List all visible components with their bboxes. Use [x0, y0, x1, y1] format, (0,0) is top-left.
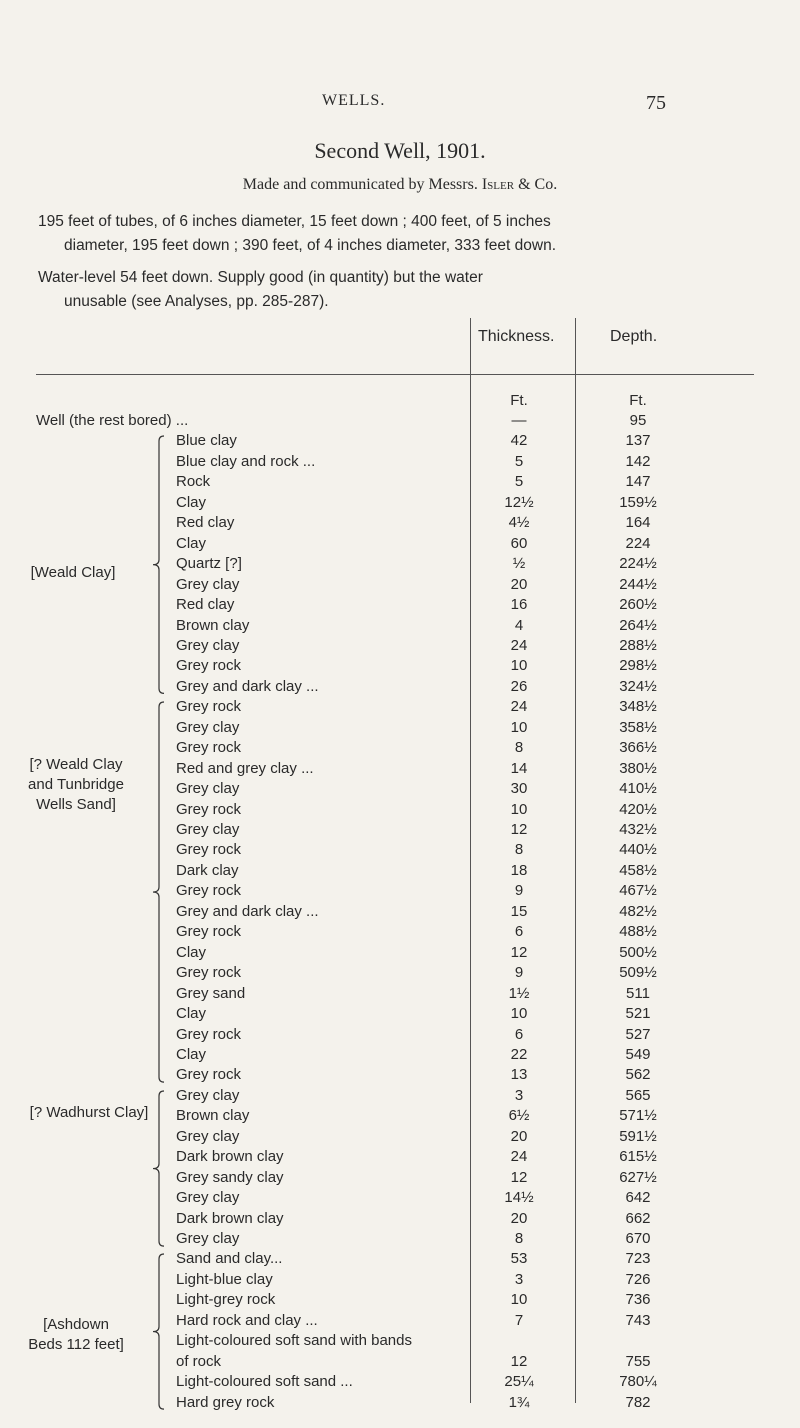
row-depth: 159½	[619, 493, 657, 511]
row-description: Grey rock	[176, 964, 242, 982]
row-description: Grey rock	[176, 739, 242, 757]
row-thickness: 12	[510, 821, 528, 838]
table-row	[0, 1250, 800, 1270]
row-thickness: 3	[514, 1086, 524, 1104]
table-row	[0, 432, 800, 452]
row-thickness: 14½	[504, 1189, 534, 1207]
row-description: Light-blue clay	[176, 1270, 273, 1288]
row-thickness: 6½	[508, 1107, 530, 1125]
row-thickness: 10	[510, 800, 528, 818]
row-depth: 521	[625, 1005, 651, 1023]
table-row	[0, 1394, 800, 1414]
row-depth: 410½	[619, 780, 657, 798]
row-thickness: 8	[514, 1230, 524, 1247]
row-depth: 164	[625, 514, 651, 532]
row-thickness: 42	[510, 432, 528, 450]
row-depth: 324½	[619, 677, 657, 695]
table-row	[0, 1291, 800, 1311]
row-description: Grey and dark clay ...	[176, 902, 319, 920]
row-depth: 458½	[619, 861, 657, 879]
row-depth: 244½	[619, 575, 657, 593]
table-row	[0, 882, 800, 902]
row-depth: 137	[625, 432, 651, 450]
table-row	[0, 1148, 800, 1168]
thickness-column-header: Thickness.	[478, 328, 555, 345]
brace-path	[153, 1091, 164, 1246]
row-depth: 565	[625, 1086, 651, 1104]
row-description: of rock	[176, 1352, 222, 1370]
row-depth: 726	[625, 1270, 651, 1288]
row-depth: 224	[625, 534, 651, 552]
row-depth: 662	[625, 1209, 651, 1227]
page-number: 75	[646, 92, 666, 114]
group-brace	[150, 435, 166, 694]
row-thickness: 12	[510, 1352, 528, 1370]
row-description: Red clay	[176, 596, 235, 614]
brace-path	[153, 436, 164, 693]
row-description: Clay	[176, 1045, 207, 1063]
row-thickness: 13	[510, 1066, 528, 1084]
row-thickness: 8	[514, 739, 524, 757]
table-row	[0, 1230, 800, 1250]
row-description: Well (the rest bored) ...	[36, 412, 189, 429]
table-row	[0, 903, 800, 923]
row-thickness: 60	[510, 534, 528, 552]
tubes-line-1: 195 feet of tubes, of 6 inches diameter, 15 feet down ; 400 feet, of 5 inches	[38, 213, 551, 230]
row-description: Grey clay	[176, 1230, 240, 1247]
row-depth: 670	[625, 1230, 651, 1247]
group-brace	[150, 701, 166, 1083]
row-description: Dark clay	[176, 861, 239, 879]
row-description: Clay	[176, 1005, 207, 1023]
row-thickness: 6	[514, 1025, 524, 1043]
row-thickness: 6	[514, 923, 524, 941]
subtitle-firm: Isler	[481, 176, 515, 193]
subtitle	[0, 176, 800, 194]
row-thickness: 3	[514, 1270, 524, 1288]
brace-path	[153, 1254, 164, 1409]
table-row	[0, 1046, 800, 1066]
row-depth: 95	[629, 412, 647, 429]
table-row	[0, 841, 800, 861]
row-depth: 224½	[619, 555, 657, 573]
row-description: Grey rock	[176, 1025, 242, 1043]
row-depth: 736	[625, 1291, 651, 1309]
row-thickness: 25¼	[504, 1373, 534, 1391]
row-description: Grey clay	[176, 1127, 240, 1145]
row-thickness: 20	[510, 1209, 528, 1227]
row-depth: 366½	[619, 739, 657, 757]
row-description: Grey rock	[176, 1066, 242, 1084]
row-depth: 782	[625, 1393, 651, 1411]
row-depth: 527	[625, 1025, 651, 1043]
row-thickness: 12	[510, 1168, 528, 1186]
row-description: Brown clay	[176, 1107, 250, 1125]
table-row	[0, 1373, 800, 1393]
row-description: Grey clay	[176, 636, 240, 654]
depth-column-header: Depth.	[610, 328, 658, 345]
row-depth: 571½	[619, 1107, 657, 1125]
tubes-line-2: diameter, 195 feet down ; 390 feet, of 4 inches diameter, 333 feet down.	[64, 237, 557, 254]
subtitle-prefix: Made and communicated by Messrs.	[242, 176, 482, 193]
row-description: Brown clay	[176, 616, 250, 634]
row-description: Sand and clay...	[176, 1250, 283, 1268]
row-depth: 147	[625, 473, 651, 491]
row-description: Light-coloured soft sand with bands	[176, 1332, 412, 1350]
row-depth: 432½	[619, 821, 657, 838]
group-brace	[150, 1253, 166, 1410]
row-thickness: 20	[510, 1127, 528, 1145]
row-thickness: 8	[514, 841, 524, 859]
row-depth: 615½	[619, 1148, 657, 1166]
row-thickness: 20	[510, 575, 528, 593]
table-row	[0, 719, 800, 739]
row-description: Hard grey rock	[176, 1393, 275, 1411]
row-description: Grey clay	[176, 718, 240, 736]
row-thickness: 16	[510, 596, 528, 614]
row-thickness: 24	[510, 1148, 528, 1166]
brace-path	[153, 702, 164, 1082]
row-depth: 264½	[619, 616, 657, 634]
row-depth: 500½	[619, 943, 657, 961]
row-thickness: 5	[514, 473, 524, 491]
row-depth: 298½	[619, 657, 657, 675]
row-description: Grey sand	[176, 984, 246, 1002]
water-line-2: unusable (see Analyses, pp. 285-287).	[64, 293, 329, 310]
row-depth: 482½	[619, 902, 657, 920]
row-description: Hard rock and clay ...	[176, 1311, 318, 1329]
row-thickness: 9	[514, 882, 524, 900]
row-thickness: 9	[514, 964, 524, 982]
row-description: Blue clay	[176, 432, 237, 450]
running-header-title: WELLS.	[322, 92, 386, 109]
row-description: Clay	[176, 943, 207, 961]
row-description: Grey and dark clay ...	[176, 677, 319, 695]
row-depth: 509½	[619, 964, 657, 982]
row-thickness: —	[511, 412, 527, 429]
table-row	[0, 862, 800, 882]
row-description: Grey clay	[176, 575, 240, 593]
row-description: Grey sandy clay	[176, 1168, 284, 1186]
table-row	[0, 657, 800, 677]
row-description: Clay	[176, 493, 207, 511]
row-thickness: 4	[514, 616, 524, 634]
table-row	[0, 923, 800, 943]
row-depth: 348½	[619, 698, 657, 716]
row-depth: 549	[625, 1045, 651, 1063]
table-row	[0, 1066, 800, 1086]
row-thickness: 15	[510, 902, 528, 920]
row-description: Grey clay	[176, 780, 240, 798]
row-depth: 467½	[619, 882, 657, 900]
row-thickness: 1¾	[508, 1393, 530, 1411]
row-thickness: 18	[510, 861, 528, 879]
table-row	[0, 535, 800, 555]
row-description: Grey rock	[176, 698, 242, 716]
row-thickness: 22	[510, 1045, 528, 1063]
row-depth: 260½	[619, 596, 657, 614]
tubes-paragraph	[38, 210, 788, 258]
table-row	[0, 494, 800, 514]
row-depth: 642	[625, 1189, 651, 1207]
row-thickness: 26	[510, 677, 528, 695]
row-thickness: 53	[510, 1250, 528, 1268]
table-row	[0, 453, 800, 473]
row-description: Light-grey rock	[176, 1291, 276, 1309]
row-thickness: 24	[510, 698, 528, 716]
table-row	[0, 1026, 800, 1046]
row-depth: 591½	[619, 1127, 657, 1145]
row-description: Grey clay	[176, 821, 240, 838]
row-description: Grey clay	[176, 1189, 240, 1207]
units-row	[0, 392, 800, 412]
table-row	[0, 698, 800, 718]
table-row	[0, 1210, 800, 1230]
row-description: Blue clay and rock ...	[176, 452, 316, 470]
table-row	[0, 678, 800, 698]
table-row	[0, 964, 800, 984]
row-depth: 627½	[619, 1168, 657, 1186]
row-thickness: 12	[510, 943, 528, 961]
table-row	[0, 1189, 800, 1209]
row-depth: 755	[625, 1352, 651, 1370]
group-label-weald-clay: [Weald Clay]	[30, 564, 116, 581]
table-row	[0, 596, 800, 616]
row-thickness: 5	[514, 452, 524, 470]
row-thickness: 12½	[504, 493, 534, 511]
row-description: Grey rock	[176, 800, 242, 818]
row-thickness: 24	[510, 636, 528, 654]
row-depth: 358½	[619, 718, 657, 736]
row-depth: 723	[625, 1250, 651, 1268]
row-description: Grey rock	[176, 657, 242, 675]
thickness-unit: Ft.	[510, 392, 528, 409]
table-row	[0, 821, 800, 841]
row-depth: 380½	[619, 759, 657, 777]
row-thickness: 10	[510, 1005, 528, 1023]
group-label-wadhurst-clay: [? Wadhurst Clay]	[29, 1104, 149, 1121]
table-row	[0, 637, 800, 657]
table-row	[0, 617, 800, 637]
row-thickness: 10	[510, 1291, 528, 1309]
table-row	[0, 1128, 800, 1148]
row-description: Grey clay	[176, 1086, 240, 1104]
row-thickness: 4½	[508, 514, 530, 532]
group-brace	[150, 1090, 166, 1247]
row-description: Dark brown clay	[176, 1209, 284, 1227]
row-depth: 743	[625, 1311, 651, 1329]
row-depth: 288½	[619, 636, 657, 654]
depth-unit: Ft.	[629, 392, 647, 409]
table-row	[0, 944, 800, 964]
row-description: Grey rock	[176, 923, 242, 941]
row-description: Light-coloured soft sand ...	[176, 1373, 353, 1391]
row-thickness: 10	[510, 718, 528, 736]
table-row	[0, 985, 800, 1005]
table-row	[0, 412, 800, 432]
row-depth: 440½	[619, 841, 657, 859]
row-description: Red and grey clay ...	[176, 759, 314, 777]
row-description: Quartz [?]	[176, 555, 242, 573]
row-thickness: 7	[514, 1311, 524, 1329]
row-description: Rock	[176, 473, 211, 491]
row-thickness: 1½	[508, 984, 530, 1002]
group-label-weald-tunbridge: [? Weald Clay and Tunbridge Wells Sand]	[28, 756, 124, 813]
row-description: Dark brown clay	[176, 1148, 284, 1166]
table-row	[0, 1169, 800, 1189]
row-description: Clay	[176, 534, 207, 552]
group-label-ashdown-beds: [Ashdown Beds 112 feet]	[28, 1316, 124, 1353]
header-rule	[36, 374, 754, 375]
row-thickness: ½	[512, 555, 526, 573]
page-title: Second Well, 1901.	[314, 138, 486, 163]
table-row	[0, 514, 800, 534]
row-description: Grey rock	[176, 882, 242, 900]
table-row	[0, 473, 800, 493]
row-depth: 562	[625, 1066, 651, 1084]
row-depth: 142	[625, 452, 651, 470]
water-line-1: Water-level 54 feet down. Supply good (in quantity) but the water	[38, 269, 483, 286]
table-row	[0, 1353, 800, 1373]
row-depth: 780¼	[619, 1373, 657, 1391]
row-depth: 420½	[619, 800, 657, 818]
row-depth: 511	[626, 984, 650, 1002]
subtitle-suffix: & Co.	[514, 176, 558, 193]
row-depth: 488½	[619, 923, 657, 941]
row-thickness: 10	[510, 657, 528, 675]
water-level-paragraph	[38, 266, 788, 314]
table-row	[0, 1271, 800, 1291]
row-thickness: 30	[510, 780, 528, 798]
row-thickness: 14	[510, 759, 528, 777]
row-description: Red clay	[176, 514, 235, 532]
table-row	[0, 1005, 800, 1025]
row-description: Grey rock	[176, 841, 242, 859]
